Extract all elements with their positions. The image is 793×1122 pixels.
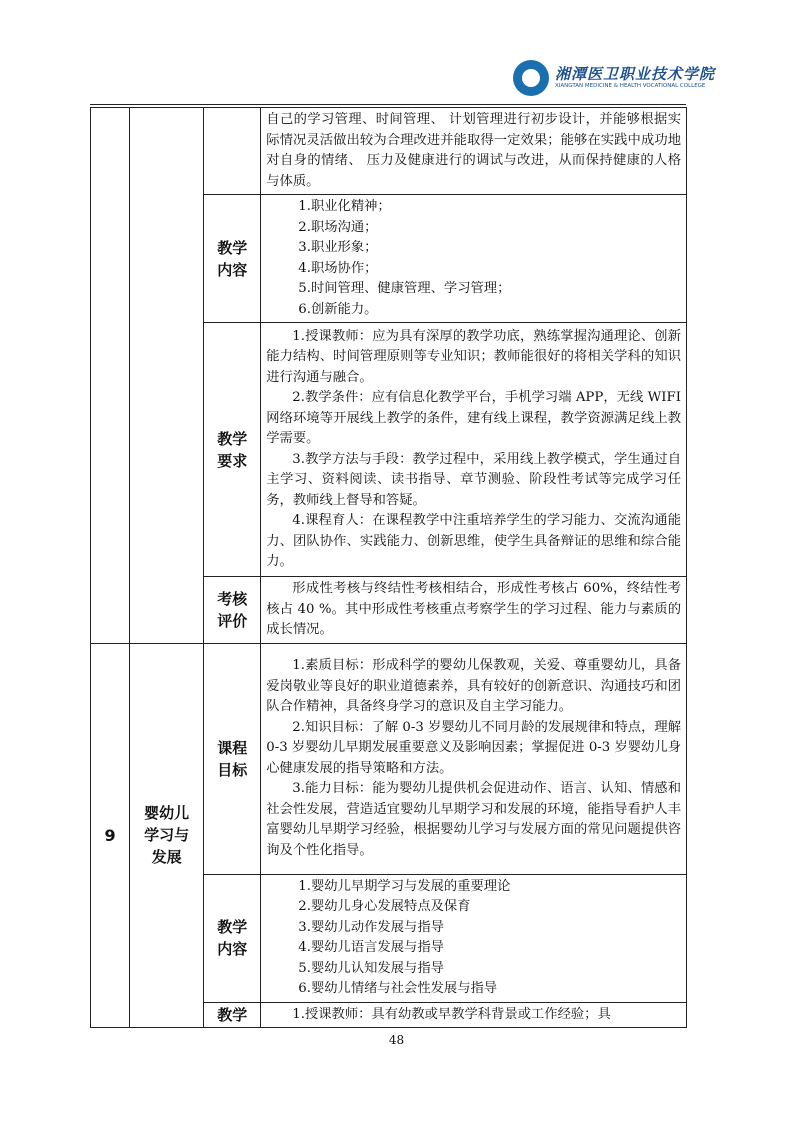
list-item: 6.创新能力。 xyxy=(298,301,378,317)
page-number: 48 xyxy=(388,1033,405,1047)
evaluation-text xyxy=(261,577,687,644)
list-item: 3.婴幼儿动作发展与指导 xyxy=(298,919,444,935)
goal-text-cell xyxy=(261,108,687,195)
list-item: 2.知识目标：了解 0-3 岁婴幼儿不同月龄的发展规律和特点，理解 0-3 岁婴幼儿早期发展重要意义及影响因素；掌握促进 0-3 岁婴幼儿身心健康发展的指导策略和方法。 xyxy=(266,719,681,776)
logo-english-name: XIANGTAN MEDICINE & HEALTH VOCATIONAL COLLEGE xyxy=(555,83,706,89)
requirement-label: 教学 xyxy=(204,1002,261,1028)
curriculum-table xyxy=(90,107,687,1028)
goal-tail-text: 自己的学习管理、时间管理、 计划管理进行初步设计，并能够根据实际情况灵活做出较为合理改进并能取得一定效果；能够在实践中成功地对自身的情绪、 压力及健康进行的调试与改进，从而保持健康的人格与体质。 xyxy=(266,112,681,189)
list-item: 1.职业化精神； xyxy=(298,199,391,214)
list-item: 1.素质目标：形成科学的婴幼儿保教观，关爱、尊重婴幼儿，具备爱岗敬业等良好的职业道德素养，具有较好的创新意识、沟通技巧和团队合作精神，具备终身学习的意识及自主学习能力。 xyxy=(266,658,681,714)
content-list xyxy=(261,874,687,1002)
requirement-label: 教学 要求 xyxy=(204,323,261,577)
logo-chinese-name: 湘潭医卫职业技术学院 xyxy=(555,65,716,83)
course-name-cell xyxy=(130,108,204,644)
list-item: 2.婴幼儿身心发展特点及保育 xyxy=(298,899,471,914)
course-number: 9 xyxy=(91,643,130,1028)
content-label: 教学 内容 xyxy=(204,874,261,1002)
table-row xyxy=(91,643,687,874)
course-name: 婴幼儿学习与发展 xyxy=(130,643,204,1028)
list-item: 4.课程育人：在课程教学中注重培养学生的学习能力、交流沟通能力、团队协作、实践能力、创新思维，使学生具备辩证的思维和综合能力。 xyxy=(266,513,681,569)
list-item: 3.职业形象； xyxy=(298,240,378,255)
header-rule xyxy=(90,104,686,105)
list-item: 5.时间管理、健康管理、学习管理； xyxy=(298,281,511,296)
college-emblem-icon xyxy=(513,60,549,96)
list-item: 6.婴幼儿情绪与社会性发展与指导 xyxy=(298,981,498,996)
number-cell xyxy=(91,108,130,644)
requirement-text xyxy=(261,323,687,577)
evaluation-label: 考核 评价 xyxy=(204,577,261,644)
list-item: 1.授课教师：应为具有深厚的教学功底，熟练掌握沟通理论、创新能力结构、时间管理原则等专业知识；教师能很好的将相关学科的知识进行沟通与融合。 xyxy=(266,328,681,385)
label-cell xyxy=(204,108,261,195)
requirement-text: 1.授课教师：具有幼教或早教学科背景或工作经验；具 xyxy=(261,1002,687,1028)
content-list xyxy=(261,195,687,323)
list-item: 2.教学条件：应有信息化教学平台，手机学习端 APP，无线 WIFI 网络环境等开展线上教学的条件，建有线上课程，教学资源满足线上教学需要。 xyxy=(266,390,681,446)
list-item: 3.教学方法与手段：教学过程中，采用线上教学模式，学生通过自主学习、资料阅读、读书指导、章节测验、阶段性考试等完成学习任务，教师线上督导和答疑。 xyxy=(266,451,681,508)
content-label: 教学 内容 xyxy=(204,195,261,323)
evaluation-paragraph: 形成性考核与终结性考核相结合，形成性考核占 60%，终结性考核占 40 %。其中形成性考核重点考察学生的学习过程、能力与素质的成长情况。 xyxy=(266,581,681,637)
list-item: 1.婴幼儿早期学习与发展的重要理论 xyxy=(298,878,511,894)
list-item: 3.能力目标：能为婴幼儿提供机会促进动作、语言、认知、情感和社会性发展，营造适宜婴幼儿早期学习和发展的环境，能指导看护人丰富婴幼儿早期学习经验，根据婴幼儿学习与发展方面的常见问题提供咨询及个性化指导。 xyxy=(266,781,681,858)
list-item: 2.职场沟通； xyxy=(298,219,378,235)
list-item: 5.婴幼儿认知发展与指导 xyxy=(298,960,444,976)
goal-label: 课程 目标 xyxy=(204,643,261,874)
table-row xyxy=(91,108,687,195)
goal-text xyxy=(261,643,687,874)
college-logo xyxy=(513,60,716,96)
list-item: 4.婴幼儿语言发展与指导 xyxy=(298,940,444,955)
list-item: 4.职场协作； xyxy=(298,260,378,276)
